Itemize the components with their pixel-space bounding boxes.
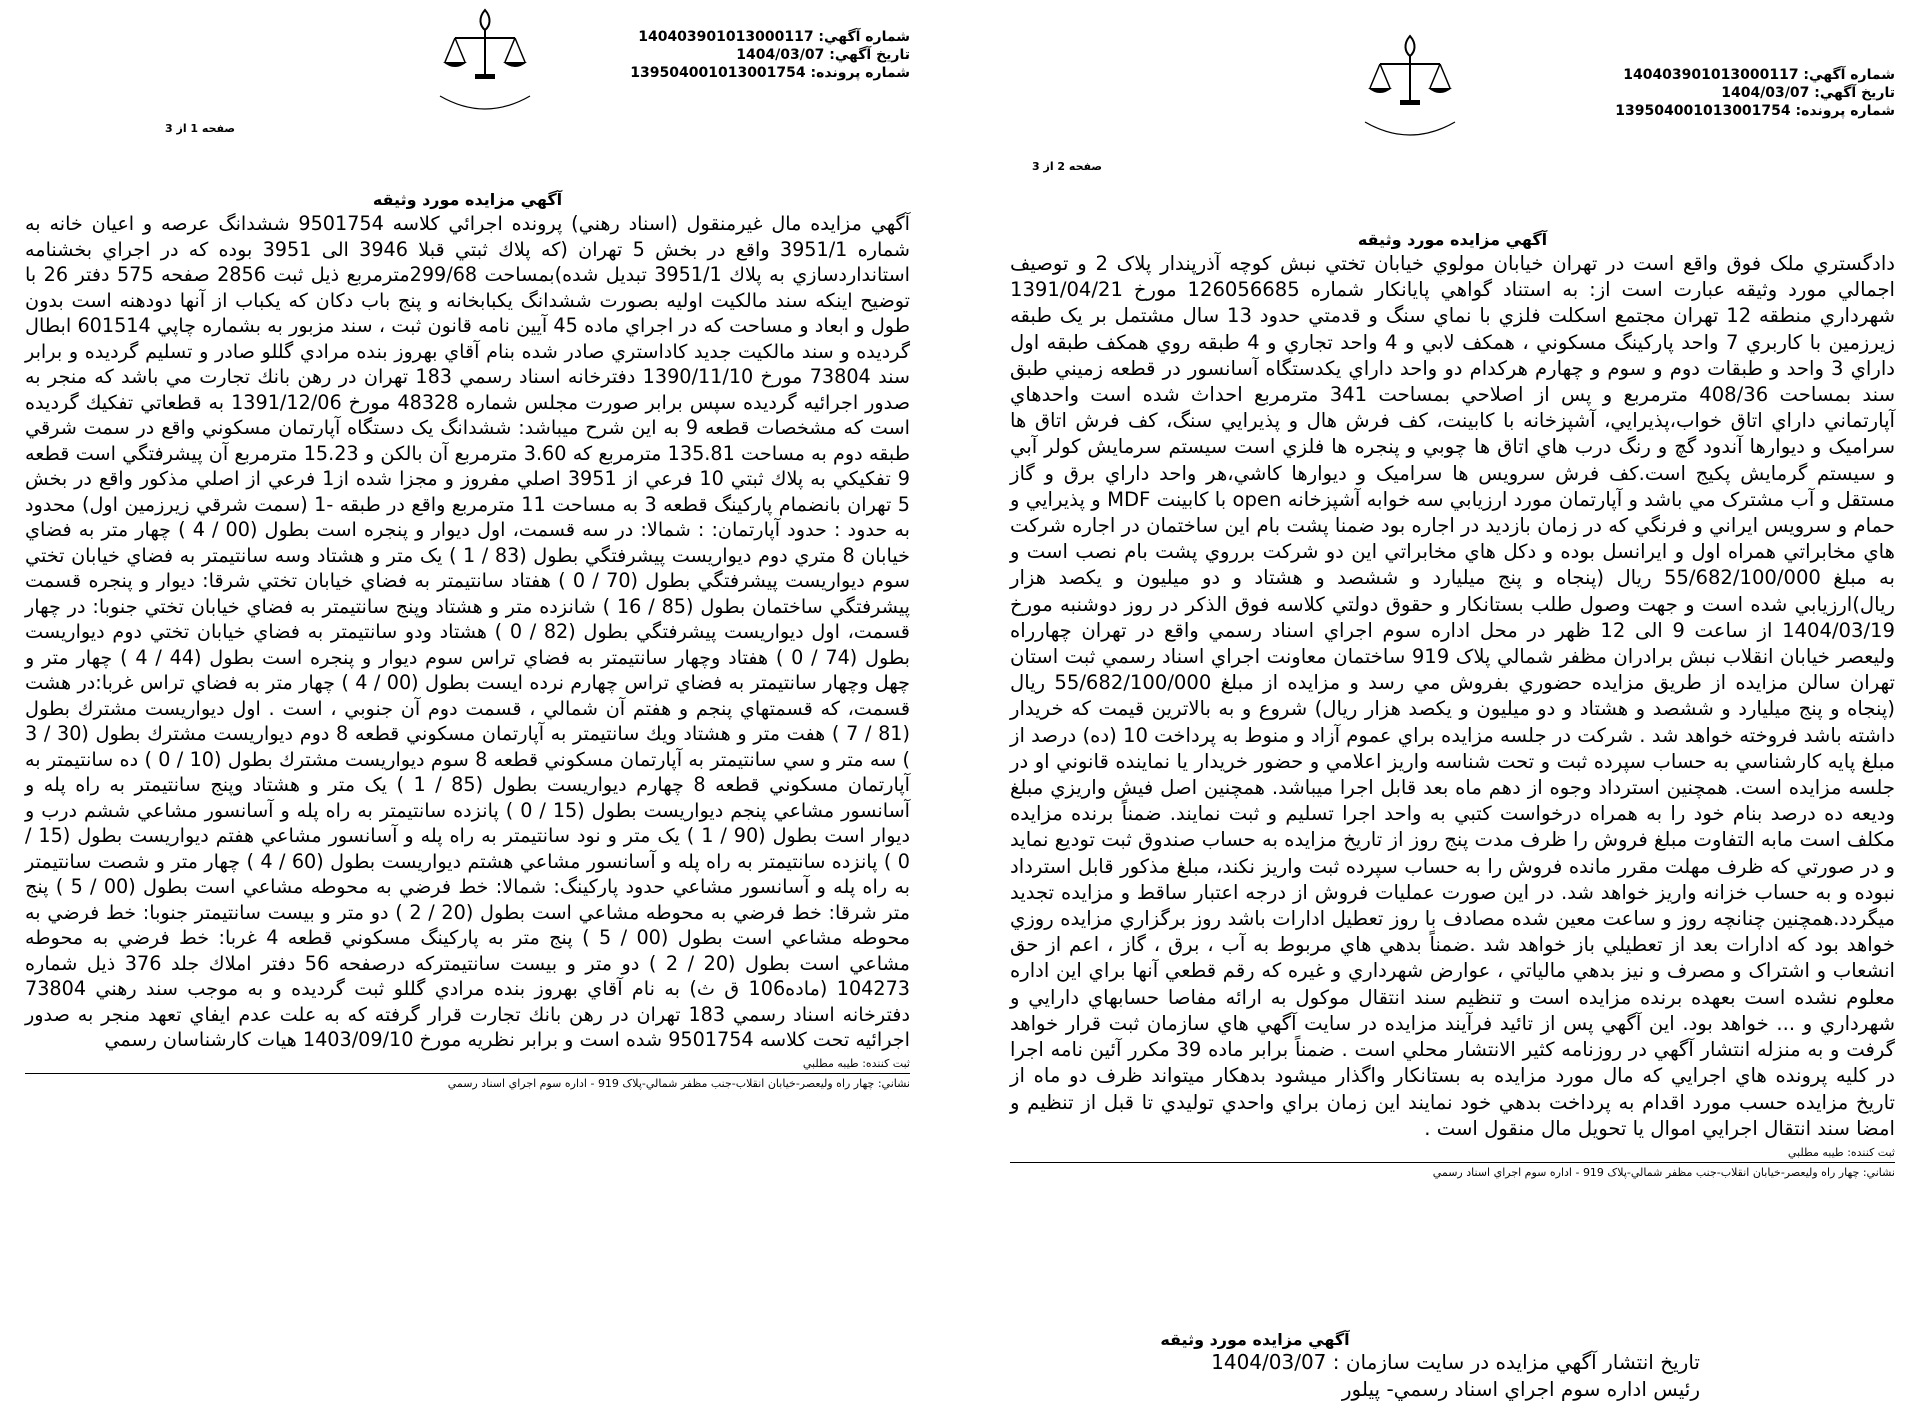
notice-date: تاريخ آگهي: 1404/03/07 <box>1721 85 1895 101</box>
notice-title: آگهي مزايده مورد وثيقه <box>1357 230 1548 249</box>
office-address: نشاني: چهار راه وليعصر-خيابان انقلاب-جنب مظفر شمالي-پلاک 919 - اداره سوم اجراي اسناد رسمي <box>1432 1165 1895 1179</box>
notice-number: شماره آگهي: 140403901013000117 <box>638 29 910 45</box>
notice-number: شماره آگهي: 140403901013000117 <box>1623 67 1895 83</box>
header <box>1010 0 1895 173</box>
notice-date: تاريخ آگهي: 1404/03/07 <box>736 47 910 63</box>
recorder-name: ثبت كننده: طيبه مطلبي <box>1787 1145 1895 1159</box>
notice-meta <box>630 28 910 82</box>
divider <box>1010 1162 1895 1163</box>
file-number: شماره پرونده: 139504001013001754 <box>630 65 910 81</box>
notice-body: آگهي مزايده مال غيرمنقول (اسناد رهني) پرونده اجرائي كلاسه 9501754 ششدانگ عرصه و اعيان خانه به شماره 3951/1 واقع در بخش 5 تهران (كه پلاك ثبتي قبلا 3946 الى 3951 بوده كه در اجراي بخشنامه استانداردسازي به پلاك 3951/1 تبديل شده)بمساحت 299/68مترمربع ذيل ثبت 2856 صفحه 575 دفتر 26 با توضيح اينكه سند مالكيت اوليه بصورت ششدانگ يكبابخانه و پنج باب دكان كه يكباب از آنها دودهنه است بدون طول و ابعاد و مساحت كه در اجراي ماده 45 آيين نامه قانون ثبت ، سند مزبور به بشماره چاپي 601514 ابطال گرديده و سند مالكيت جديد كاداستري صادر شده بنام آقاي بهروز بنده مرادي گللو صادر و تسليم گرديده و برابر سند 73804 مورخ 1390/11/10 دفترخانه اسناد رسمي 183 تهران در رهن بانك تجارت مي باشد كه منجر به صدور اجرائيه گرديده سپس برابر صورت مجلس شماره 48328 مورخ 1391/12/06 به قطعاتي تفكيك گرديده است كه مشخصات قطعه 9 به اين شرح ميباشد: ششدانگ يک دستگاه آپارتمان مسكوني واقع در سمت شرقي طبقه دوم به مساحت 135.81 مترمربع كه 3.60 مترمربع آن بالكن و 15.23 مترمربع آن پيشرفتگي است قطعه 9 تفكيكي به پلاك ثبتي 10 فرعي از 3951 اصلي مفروز و مجزا شده از1 فرعي از اصلي مذكور واقع در بخش 5 تهران بانضمام پاركينگ قطعه 3 به مساحت 11 مترمربع واقع در طبقه -1 (سمت شرقي زيرزمين اول) محدود به حدود : حدود آپارتمان: : شمالا: در سه قسمت، اول ديوار و پنجره است بطول (00 / 4 ) چهار متر به فضاي خيابان 8 متري دوم ديواريست پيشرفتگي بطول (83 / 1 ) يک متر و هشتاد وسه سانتيمتر به فضاي خيابان تختي سوم ديواريست پيشرفتگي بطول (70 / 0 ) هفتاد سانتيمتر به فضاي خيابان تختي شرقا: ديوار و پنجره قسمت پيشرفتگي ساختمان بطول (85 / 16 ) شانزده متر و هشتاد وپنج سانتيمتر به فضاي خيابان تختي جنوبا: در چهار قسمت، اول ديواريست پيشرفتگي بطول (82 / 0 ) هشتاد ودو سانتيمتر به فضاي خيابان تختي دوم ديواريست بطول (74 / 0 ) هفتاد وچهار سانتيمتر به فضاي تراس سوم ديوار و پنجره است بطول (44 / 4 ) چهار متر و چهل وچهار سانتيمتر به فضاي تراس چهارم نرده ايست بطول (00 / 4 ) چهار متر به فضاي تراس غربا:در هشت قسمت، كه قسمتهاي پنجم و هفتم آن شمالي ، قسمت دوم آن جنوبي ، است . اول ديواريست مشترك بطول (81 / 7 ) هفت متر و هشتاد ويك سانتيمتر به آپارتمان مسكوني قطعه 8 دوم ديواريست مشترك بطول (30 / 3 ) سه متر و سي سانتيمتر به آپارتمان مسكوني قطعه 8 سوم ديواريست مشترك بطول (10 / 0 ) ده سانتيمتر به آپارتمان مسكوني قطعه 8 چهارم ديواريست بطول (85 / 1 ) يک متر و هشتاد وپنج سانتيمتر به راه پله و آسانسور مشاعي پنجم ديواريست بطول (15 / 0 ) پانزده سانتيمتر به راه پله و آسانسور مشاعي ششم درب و ديوار است بطول (90 / 1 ) يک متر و نود سانتيمتر به راه پله و آسانسور مشاعي هفتم ديواريست بطول (15 / 0 ) پانزده سانتيمتر به راه پله و آسانسور مشاعي هشتم ديواريست بطول (60 / 4 ) چهار متر و شصت سانتيمتر به راه پله و آسانسور مشاعي حدود پاركينگ: شمالا: خط فرضي به محوطه مشاعي است بطول (00 / 5 ) پنج متر شرقا: خط فرضي به محوطه مشاعي است بطول (20 / 2 ) دو متر و بيست سانتيمتر جنوبا: خط فرضي به محوطه مشاعي است بطول (00 / 5 ) پنج متر به پاركينگ مسكوني قطعه 4 غربا: خط فرضي به محوطه مشاعي است بطول (20 / 2 ) دو متر و بيست سانتيمترکه درصفحه 56 دفتر املاك جلد 376 ذيل شماره 104273 (ماده106 ق ث) به نام آقاي بهروز بنده مرادي گللو ثبت گرديده و به موجب سند رهني 73804 دفترخانه اسناد رسمي 183 تهران در رهن بانك تجارت قرار گرفته كه به علت عدم ايفاي تعهد منجر به صدور اجرائيه تحت كلاسه 9501754 شده است و برابر نظريه مورخ 1403/09/10 هيات كارشناسان رسمي <box>25 212 911 1051</box>
notice-page-2 <box>1010 0 1895 1421</box>
page-number: صفحه 1 از 3 <box>165 122 236 135</box>
judiciary-emblem-icon <box>1355 30 1465 150</box>
notice-body: دادگستري ملک فوق واقع است در تهران خيابان مولوي خيابان تختي نبش كوچه آذرپندار پلاک 2 و توصيف اجمالي مورد وثيقه عبارت است از: به استناد گواهي پايانكار شماره 126056685 مورخ 1391/04/21 شهرداري منطقه 12 تهران مجتمع اسكلت فلزي با نماي سنگ و قدمتي حدود 13 سال مشتمل بر يک طبقه زيرزمين با كاربري 7 واحد پاركينگ مسكوني ، همكف لابي و 4 واحد تجاري و 4 طبقه روي همكف طبقه اول داراي 3 واحد و طبقات دوم و سوم و چهارم هركدام دو واحد داراي يكدستگاه آسانسور در قطعه زميني طبق سند بمساحت 408/36 مترمربع و پس از اصلاحي بمساحت 341 مترمربع احداث شده است واحدهاي آپارتماني داراي اتاق خواب،پذيرايي، آشپزخانه با كابينت، كف فرش هال و پذيرايي سنگ، كف فرش اتاق ها سراميک و ديوارها آندود گچ و رنگ درب هاي اتاق ها چوبي و پنجره ها فلزي است سيستم سرمايش كولر آبي و سيستم گرمايش پكيج است.كف فرش سرويس ها سراميک و ديوارها كاشي،هر واحد داراي برق و گاز مستقل و آب مشترک مي باشد و آپارتمان مورد ارزيابي سه خوابه آشپزخانه open با كابينت MDF و پذيرايي و حمام و سرويس ايراني و فرنگي كه در زمان بازديد در اجاره بود ضمنا پشت بام اين ساختمان در اجاره شركت هاي مخابراتي همراه اول و ايرانسل بوده و دكل هاي مخابراتي اين دو شركت برروي پشت بام نصب است و به مبلغ 55/682/100/000 ريال (پنجاه و پنج ميليارد و ششصد و هشتاد و دو ميليون و يكصد هزار ريال)ارزيابي شده است و جهت وصول طلب بستانكار و حقوق دولتي كلاسه فوق الذكر در روز دوشنبه مورخ 1404/03/19 از ساعت 9 الى 12 ظهر در محل اداره سوم اجراي اسناد رسمي واقع در تهران چهارراه وليعصر خيابان انقلاب نبش برادران مظفر شمالي پلاک 919 ساختمان معاونت اجراي اسناد رسمي ثبت استان تهران سالن مزايده از طريق مزايده حضوري بفروش مي رسد و مزايده از مبلغ 55/682/100/000 ريال (پنجاه و پنج ميليارد و ششصد و هشتاد و دو ميليون و يكصد هزار ريال) شروع و به بالاترين قيمت كه خريدار داشته باشد فروخته خواهد شد . شركت در جلسه مزايده براي عموم آزاد و منوط به پرداخت 10 (ده) درصد از مبلغ پايه كارشناسي به حساب سپرده ثبت و تحت شناسه واريز اعلامي و حضور خريدار يا نماينده قانوني او در جلسه مزايده است. همچنين استرداد وجوه از دهم ماه بعد قابل اجرا ميباشد. همچنين اصل فيش واريزي مبلغ وديعه ده درصد بنام خود را به همراه درخواست كتبي به واحد اجرا تسليم و ثبت نمايند. ضمناً برنده مزايده مكلف است مابه التفاوت مبلغ فروش را ظرف مدت پنج روز از تاريخ مزايده به حساب صندوق ثبت توديع نمايد و در صورتي كه ظرف مهلت مقرر مانده فروش را به حساب سپرده ثبت واريز نكند، مبلغ مذكور قابل استرداد نبوده و به حساب خزانه واريز خواهد شد. در اين صورت عمليات فروش از درجه اعتبار ساقط و مزايده تجديد ميگردد.همچنين چنانچه روز و ساعت معين شده مصادف با روز تعطيل ادارات باشد روز برگزاري مزايده روزي خواهد بود كه ادارات بعد از تعطيلي باز خواهد شد .ضمناً بدهي هاي مربوط به آب ، برق ، گاز ، اعم از حق انشعاب و اشتراک و مصرف و نيز بدهي مالياتي ، عوارض شهرداري و غيره كه رقم قطعي آنها براي اين اداره معلوم نشده است بعهده برنده مزايده است و تنظيم سند انتقال موكول به ارائه مفاصا حسابهاي دارايي و شهرداري و ... خواهد بود. اين آگهي پس از تائيد فرآيند مزايده در سايت آگهي هاي سازمان ثبت قرار خواهد گرفت و به منزله انتشار آگهي در روزنامه كثير الانتشار محلي است . ضمناً برابر ماده 39 مكرر آئين نامه اجرا در كليه پرونده هاي اجرايي كه مال مورد مزايده به بستانكار واگذار ميشود بدهكار ميتواند ظرف دو ماه از تاريخ مزايده حسب مورد اقدام به پرداخت بدهي خود نمايند اين زمان براي واحدي توليدي تا قبل از تنظيم و امضا سند انتقال اجرايي اموال يا تحويل مال منقول است . <box>1010 252 1896 1140</box>
recorder-name: ثبت كننده: طيبه مطلبي <box>802 1056 910 1070</box>
signer-line: رئيس اداره سوم اجراي اسناد رسمي- پيلور <box>1341 1377 1700 1401</box>
notice-title: آگهي مزايده مورد وثيقه <box>372 190 563 209</box>
notice-meta <box>1615 66 1895 120</box>
publish-date-line: تاريخ انتشار آگهي مزايده در سايت سازمان : 1404/03/07 <box>1211 1350 1700 1374</box>
notice-page-1 <box>25 0 910 1421</box>
header <box>25 0 910 140</box>
office-address: نشاني: چهار راه وليعصر-خيابان انقلاب-جنب مظفر شمالي-پلاک 919 - اداره سوم اجراي اسناد رسمي <box>447 1076 910 1090</box>
page-number: صفحه 2 از 3 <box>1032 160 1103 173</box>
divider <box>25 1073 910 1074</box>
notice-footer <box>1010 1330 1895 1403</box>
footer-title: آگهي مزايده مورد وثيقه <box>1160 1330 1350 1349</box>
file-number: شماره پرونده: 139504001013001754 <box>1615 103 1895 119</box>
judiciary-emblem-icon <box>430 4 540 124</box>
